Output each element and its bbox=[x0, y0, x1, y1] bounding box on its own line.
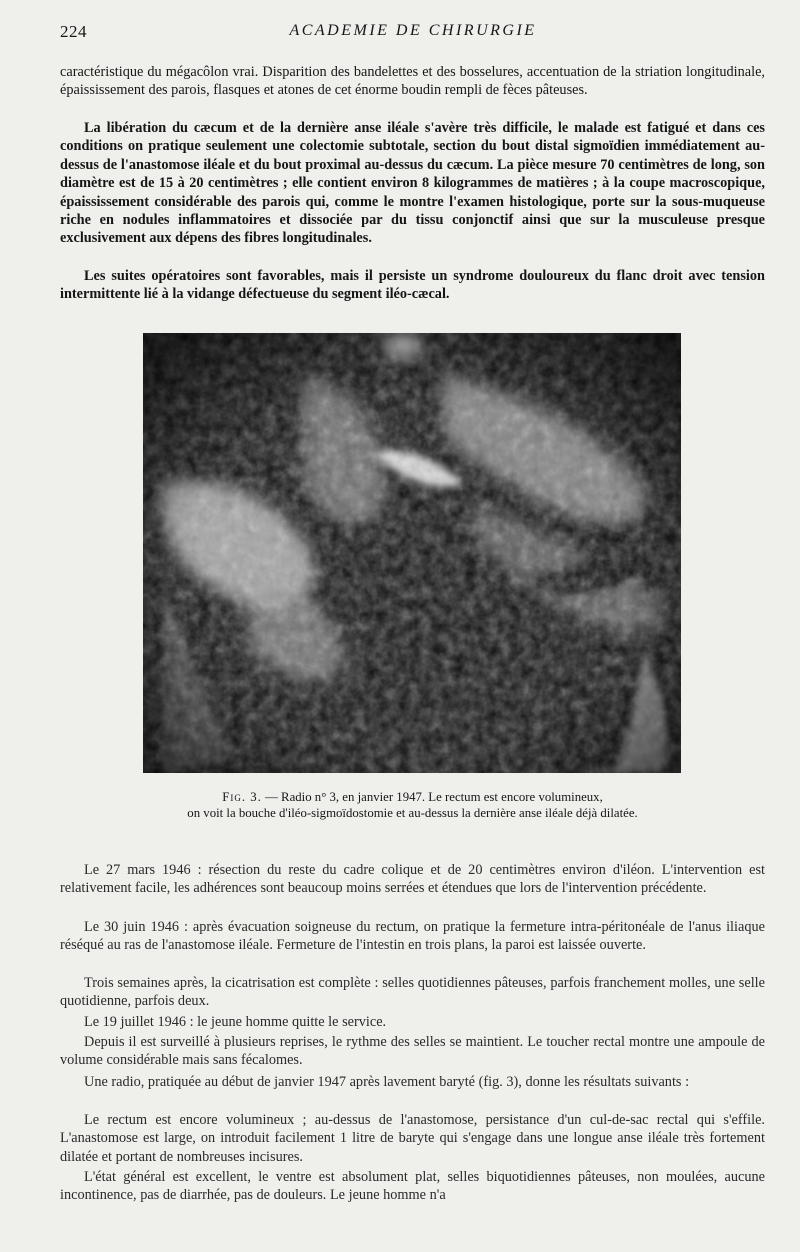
bottom-paragraph-5 bbox=[60, 1033, 765, 1070]
bottom-paragraph-4 bbox=[60, 1013, 765, 1031]
bottom-paragraph-8 bbox=[60, 1168, 765, 1205]
bottom-paragraph-6 bbox=[60, 1073, 765, 1091]
top-text-block-bold bbox=[60, 119, 765, 248]
paragraph: Le 19 juillet 1946 : le jeune homme quitte le service. bbox=[84, 1014, 387, 1030]
top-text-block-bold-2 bbox=[60, 267, 765, 304]
running-head bbox=[60, 22, 766, 44]
figure-caption bbox=[60, 789, 765, 821]
paragraph: caractéristique du mégacôlon vrai. Disparition des bandelettes et des bosselures, accentuation de la striation longitudinale, épaississement des parois, flasques et atones de cet énorme boudin rempli de fèces pâteuses. bbox=[60, 64, 765, 99]
paragraph: Le 30 juin 1946 : après évacuation soigneuse du rectum, on pratique la fermeture intra-péritonéale de l'anus iliaque réséqué au ras de l'anastomose iléale. Fermeture de l'intestin en trois plans, la paroi est laissée ouverte. bbox=[60, 919, 765, 954]
paragraph: La libération du cæcum et de la dernière anse iléale s'avère très difficile, le malade est fatigué et dans ces conditions on pratique seulement une colectomie subtotale, section du bout distal sigmoïdien immédiatement au-dessus de l'anastomose iléale et du bout proximal au-dessus du cæcum. La pièce mesure 70 centimètres de long, son diamètre est de 15 à 20 centimètres ; elle contient environ 8 kilogrammes de matières ; à la coupe macroscopique, épaississement considérable des parois qui, comme le montre l'examen histologique, porte sur la sous-muqueuse riche en nodules inflammatoires et dissociée par du tissu conjonctif ainsi que sur la musculeuse presque exclusivement aux dépens des fibres longitudinales. bbox=[60, 120, 765, 247]
radiograph-figure bbox=[143, 333, 681, 773]
radiograph-image bbox=[143, 333, 681, 773]
bottom-paragraph-7 bbox=[60, 1111, 765, 1166]
journal-title: ACADEMIE DE CHIRURGIE bbox=[289, 22, 537, 39]
caption-line-1: — Radio n° 3, en janvier 1947. Le rectum est encore volumineux, bbox=[265, 790, 603, 804]
page-number: 224 bbox=[60, 22, 87, 41]
paragraph: Les suites opératoires sont favorables, mais il persiste un syndrome douloureux du flanc droit avec tension intermittente lié à la vidange défectueuse du segment iléo-cæcal. bbox=[60, 268, 765, 303]
bottom-paragraph-2 bbox=[60, 918, 765, 955]
bottom-paragraph-3 bbox=[60, 974, 765, 1011]
bottom-paragraph-1 bbox=[60, 861, 765, 898]
paragraph: Depuis il est surveillé à plusieurs reprises, le rythme des selles se maintient. Le toucher rectal montre une ampoule de volume considérable mais sans fécalomes. bbox=[60, 1034, 765, 1069]
top-text-block bbox=[60, 63, 765, 100]
caption-label: Fig. 3. bbox=[222, 790, 262, 804]
paragraph: Le 27 mars 1946 : résection du reste du cadre colique et de 20 centimètres environ d'iléon. L'intervention est relativement facile, les adhérences sont beaucoup moins serrées et étendues que lors de l'intervention précédente. bbox=[60, 862, 765, 897]
paragraph: Trois semaines après, la cicatrisation est complète : selles quotidiennes pâteuses, parfois franchement molles, une selle quotidienne, parfois deux. bbox=[60, 975, 765, 1010]
paragraph: Une radio, pratiquée au début de janvier 1947 après lavement baryté (fig. 3), donne les résultats suivants : bbox=[84, 1074, 690, 1090]
caption-line-2: on voit la bouche d'iléo-sigmoïdostomie et au-dessus la dernière anse iléale déjà dilatée. bbox=[187, 806, 638, 820]
paragraph: Le rectum est encore volumineux ; au-dessus de l'anastomose, persistance d'un cul-de-sac rectal qui s'effile. L'anastomose est large, on introduit facilement 1 litre de baryte qui s'engage dans une longue anse iléale très fortement dilatée et portant de nombreuses incisures. bbox=[60, 1112, 765, 1165]
paragraph: L'état général est excellent, le ventre est absolument plat, selles biquotidiennes pâteuses, non moulées, aucune incontinence, pas de diarrhée, pas de douleurs. Le jeune homme n'a bbox=[60, 1169, 765, 1204]
